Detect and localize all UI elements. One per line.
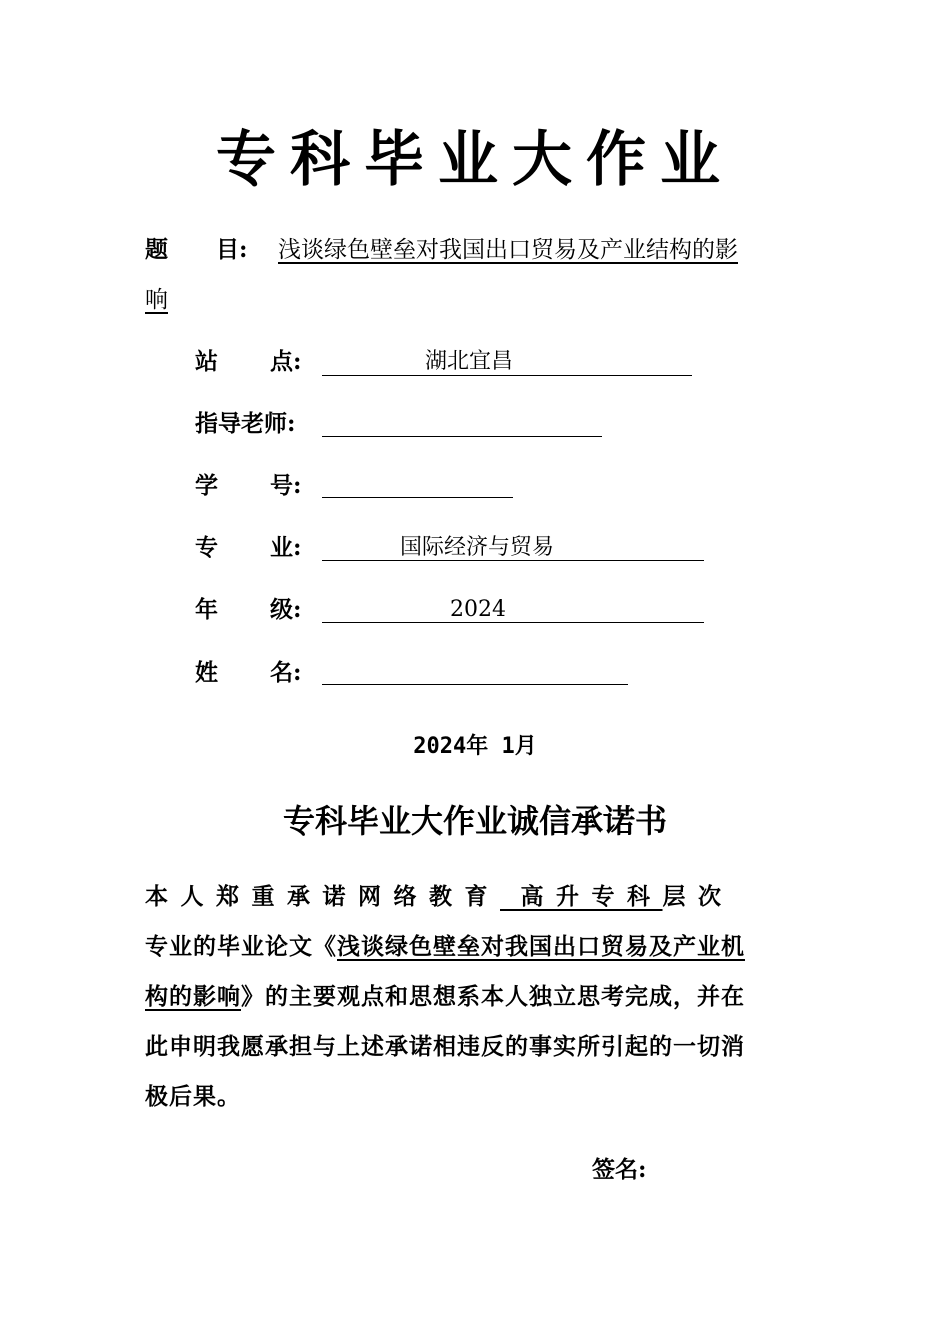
student-id-label: 学 号: bbox=[195, 472, 302, 499]
major-value: 国际经济与贸易 bbox=[400, 535, 555, 560]
pledge-line-2: 专业的毕业论文《浅谈绿色壁垒对我国出口贸易及产业机 bbox=[145, 933, 745, 960]
pledge-line-5: 极后果。 bbox=[145, 1083, 241, 1110]
grade-field bbox=[322, 588, 704, 623]
major-label: 专 业: bbox=[195, 534, 302, 561]
pledge-line-1: 本人郑重承诺网络教育 高升专科层次 bbox=[145, 883, 734, 910]
topic-value-line1: 浅谈绿色壁垒对我国出口贸易及产业结构的影 bbox=[278, 237, 738, 263]
grade-value: 2024 bbox=[450, 597, 506, 622]
topic-value-line2: 响 bbox=[145, 287, 168, 313]
student-id-field bbox=[322, 463, 513, 498]
name-label: 姓 名: bbox=[195, 659, 302, 686]
station-value: 湖北宜昌 bbox=[425, 349, 514, 374]
signature-label: 签名: bbox=[592, 1156, 647, 1183]
thesis-title-part2: 构的影响 bbox=[145, 983, 241, 1010]
advisor-label: 指导老师: bbox=[195, 410, 296, 437]
pledge-line-3: 构的影响》的主要观点和思想系本人独立思考完成，并在 bbox=[145, 983, 745, 1010]
document-date: 2024年 1月 bbox=[413, 734, 537, 759]
education-level: 高升专科 bbox=[500, 883, 663, 910]
topic-label: 题 目: bbox=[145, 236, 248, 263]
advisor-field bbox=[322, 402, 602, 437]
grade-label: 年 级: bbox=[195, 596, 302, 623]
name-field bbox=[322, 650, 628, 685]
thesis-title-part1: 浅谈绿色壁垒对我国出口贸易及产业机 bbox=[337, 933, 745, 960]
document-title: 专科毕业大作业 bbox=[216, 125, 734, 195]
station-label: 站 点: bbox=[195, 348, 302, 375]
pledge-line-4: 此申明我愿承担与上述承诺相违反的事实所引起的一切消 bbox=[145, 1033, 745, 1060]
pledge-title: 专科毕业大作业诚信承诺书 bbox=[282, 802, 667, 840]
